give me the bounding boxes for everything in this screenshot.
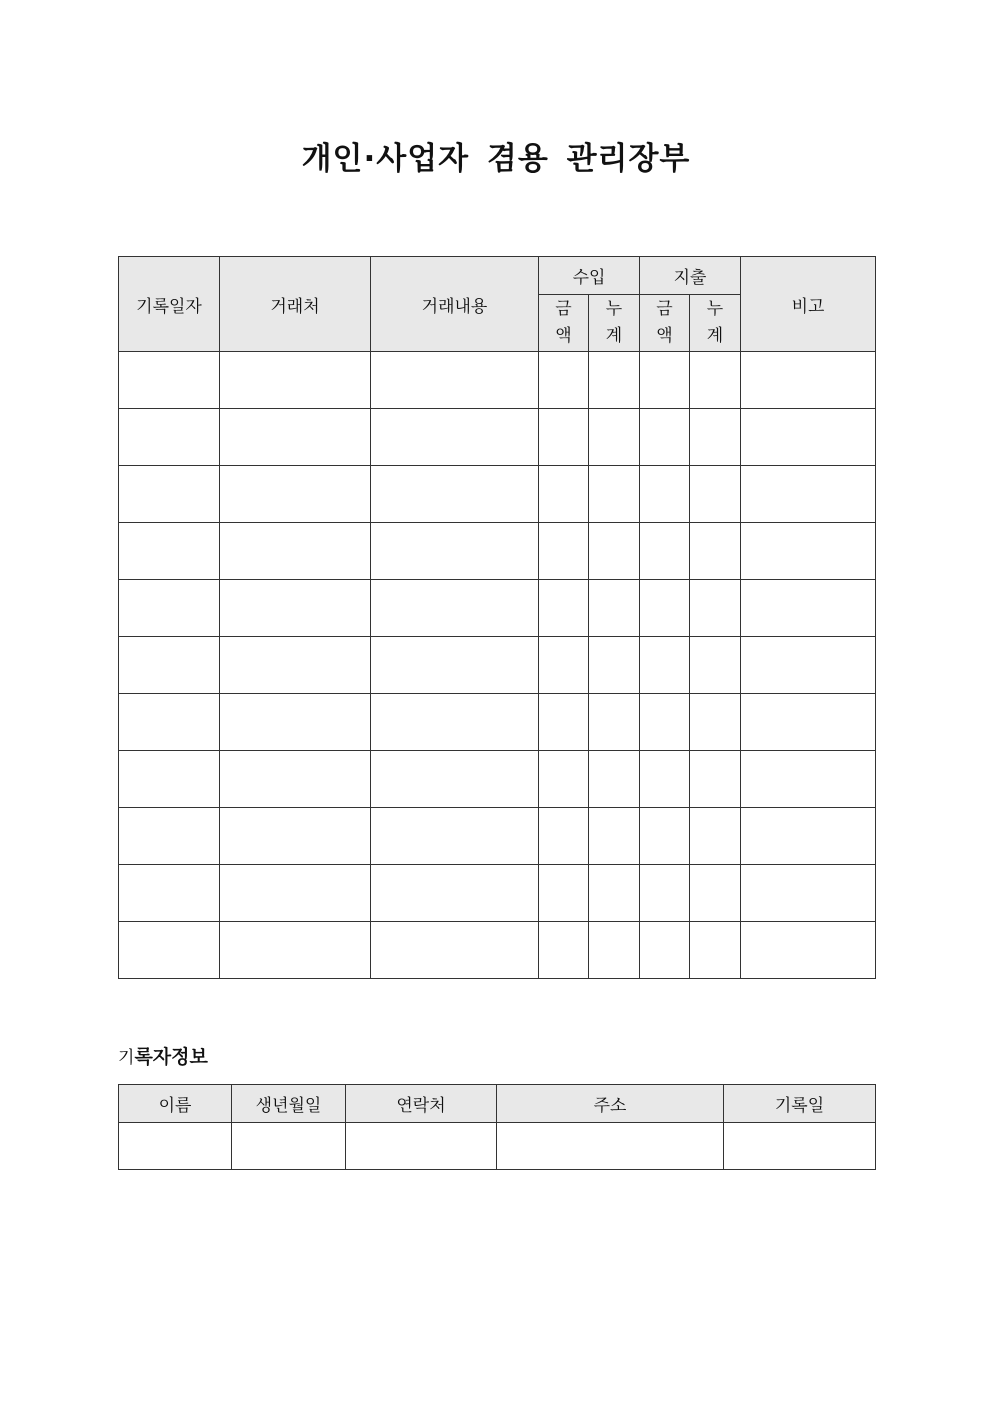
address-input-cell[interactable] — [497, 1123, 724, 1170]
ledger-cell-partner[interactable] — [220, 922, 371, 979]
header-partner: 거래처 — [220, 257, 371, 352]
ledger-row — [119, 808, 876, 865]
page-title: 개인·사업자 겸용 관리장부 — [301, 141, 691, 177]
ledger-cell-expense-cumulative[interactable] — [690, 352, 741, 409]
ledger-cell-expense-cumulative[interactable] — [690, 523, 741, 580]
ledger-row — [119, 694, 876, 751]
ledger-cell-income-cumulative[interactable] — [589, 352, 640, 409]
ledger-cell-date[interactable] — [119, 637, 220, 694]
ledger-cell-note[interactable] — [741, 580, 876, 637]
ledger-cell-note[interactable] — [741, 922, 876, 979]
ledger-cell-date[interactable] — [119, 694, 220, 751]
header-contact: 연락처 — [346, 1085, 497, 1123]
ledger-row — [119, 409, 876, 466]
ledger-cell-income-amount[interactable] — [539, 637, 589, 694]
ledger-cell-income-cumulative[interactable] — [589, 637, 640, 694]
ledger-cell-expense-amount[interactable] — [640, 922, 690, 979]
ledger-row — [119, 922, 876, 979]
ledger-cell-partner[interactable] — [220, 637, 371, 694]
ledger-cell-income-amount[interactable] — [539, 865, 589, 922]
ledger-cell-income-amount[interactable] — [539, 694, 589, 751]
ledger-cell-expense-amount[interactable] — [640, 466, 690, 523]
ledger-cell-expense-cumulative[interactable] — [690, 694, 741, 751]
ledger-cell-expense-cumulative[interactable] — [690, 808, 741, 865]
ledger-cell-income-amount[interactable] — [539, 523, 589, 580]
ledger-cell-content[interactable] — [371, 694, 539, 751]
ledger-cell-date[interactable] — [119, 922, 220, 979]
ledger-cell-income-cumulative[interactable] — [589, 466, 640, 523]
ledger-cell-income-cumulative[interactable] — [589, 409, 640, 466]
ledger-cell-income-cumulative[interactable] — [589, 694, 640, 751]
ledger-cell-income-cumulative[interactable] — [589, 865, 640, 922]
header-record-date: 기록일 — [724, 1085, 876, 1123]
birthdate-input-cell[interactable] — [232, 1123, 346, 1170]
ledger-cell-expense-amount[interactable] — [640, 409, 690, 466]
ledger-cell-date[interactable] — [119, 466, 220, 523]
ledger-cell-income-cumulative[interactable] — [589, 808, 640, 865]
ledger-cell-partner[interactable] — [220, 865, 371, 922]
ledger-cell-note[interactable] — [741, 808, 876, 865]
ledger-cell-date[interactable] — [119, 865, 220, 922]
recorder-info-table — [118, 1084, 876, 1170]
ledger-cell-expense-amount[interactable] — [640, 865, 690, 922]
header-expense-cumulative-bottom: 계 — [706, 326, 724, 346]
ledger-cell-partner[interactable] — [220, 808, 371, 865]
ledger-cell-income-amount[interactable] — [539, 409, 589, 466]
ledger-cell-note[interactable] — [741, 409, 876, 466]
ledger-cell-expense-cumulative[interactable] — [690, 466, 741, 523]
header-income-cumulative — [589, 295, 640, 352]
recorder-section-label-rest: 록자정보 — [134, 1046, 208, 1068]
ledger-cell-expense-cumulative[interactable] — [690, 865, 741, 922]
ledger-cell-income-amount[interactable] — [539, 466, 589, 523]
ledger-cell-note[interactable] — [741, 466, 876, 523]
ledger-cell-date[interactable] — [119, 808, 220, 865]
ledger-cell-note[interactable] — [741, 694, 876, 751]
ledger-cell-income-amount[interactable] — [539, 352, 589, 409]
header-income-amount-top: 금 — [555, 299, 572, 319]
ledger-row — [119, 466, 876, 523]
ledger-cell-income-cumulative[interactable] — [589, 751, 640, 808]
ledger-cell-note[interactable] — [741, 865, 876, 922]
recorder-section-label — [118, 1042, 208, 1069]
header-birthdate: 생년월일 — [232, 1085, 346, 1123]
name-input-cell[interactable] — [119, 1123, 232, 1170]
ledger-cell-income-amount[interactable] — [539, 580, 589, 637]
ledger-row — [119, 580, 876, 637]
ledger-cell-content[interactable] — [371, 409, 539, 466]
ledger-cell-date[interactable] — [119, 352, 220, 409]
ledger-cell-partner[interactable] — [220, 409, 371, 466]
ledger-cell-partner[interactable] — [220, 352, 371, 409]
ledger-cell-date[interactable] — [119, 523, 220, 580]
ledger-cell-expense-cumulative[interactable] — [690, 637, 741, 694]
header-income-cumulative-bottom: 계 — [605, 326, 623, 346]
header-content: 거래내용 — [371, 257, 539, 352]
ledger-cell-partner[interactable] — [220, 523, 371, 580]
ledger-cell-partner[interactable] — [220, 751, 371, 808]
contact-input-cell[interactable] — [346, 1123, 497, 1170]
header-income-cumulative-top: 누 — [605, 299, 623, 319]
ledger-cell-income-amount[interactable] — [539, 751, 589, 808]
ledger-row — [119, 637, 876, 694]
ledger-row — [119, 352, 876, 409]
ledger-cell-note[interactable] — [741, 352, 876, 409]
recorder-section-label-first: 기 — [118, 1048, 135, 1068]
ledger-cell-expense-amount[interactable] — [640, 808, 690, 865]
header-date: 기록일자 — [119, 257, 220, 352]
record-date-input-cell[interactable] — [724, 1123, 876, 1170]
ledger-cell-expense-amount[interactable] — [640, 523, 690, 580]
header-expense-cumulative-top: 누 — [706, 299, 724, 319]
ledger-cell-content[interactable] — [371, 523, 539, 580]
ledger-cell-content[interactable] — [371, 466, 539, 523]
ledger-cell-date[interactable] — [119, 751, 220, 808]
ledger-cell-content[interactable] — [371, 352, 539, 409]
ledger-cell-partner[interactable] — [220, 580, 371, 637]
ledger-cell-expense-cumulative[interactable] — [690, 922, 741, 979]
header-address: 주소 — [497, 1085, 724, 1123]
ledger-row — [119, 523, 876, 580]
header-expense-amount — [640, 295, 690, 352]
ledger-cell-content[interactable] — [371, 808, 539, 865]
header-income-amount — [539, 295, 589, 352]
ledger-cell-partner[interactable] — [220, 694, 371, 751]
header-expense-cumulative — [690, 295, 741, 352]
ledger-cell-income-amount[interactable] — [539, 808, 589, 865]
ledger-row — [119, 865, 876, 922]
ledger-cell-expense-cumulative[interactable] — [690, 580, 741, 637]
ledger-cell-content[interactable] — [371, 922, 539, 979]
header-income: 수입 — [539, 257, 640, 295]
header-note: 비고 — [741, 257, 876, 352]
ledger-cell-note[interactable] — [741, 523, 876, 580]
ledger-cell-date[interactable] — [119, 409, 220, 466]
header-name: 이름 — [119, 1085, 232, 1123]
ledger-cell-income-cumulative[interactable] — [589, 922, 640, 979]
header-expense: 지출 — [640, 257, 741, 295]
ledger-cell-note[interactable] — [741, 637, 876, 694]
ledger-cell-expense-amount[interactable] — [640, 751, 690, 808]
ledger-cell-income-cumulative[interactable] — [589, 523, 640, 580]
header-expense-amount-top: 금 — [656, 299, 673, 319]
ledger-cell-content[interactable] — [371, 580, 539, 637]
ledger-cell-content[interactable] — [371, 751, 539, 808]
header-expense-amount-bottom: 액 — [656, 326, 673, 346]
ledger-cell-expense-amount[interactable] — [640, 580, 690, 637]
ledger-cell-expense-amount[interactable] — [640, 352, 690, 409]
ledger-cell-expense-amount[interactable] — [640, 694, 690, 751]
header-income-amount-bottom: 액 — [555, 326, 572, 346]
ledger-row — [119, 751, 876, 808]
ledger-cell-expense-cumulative[interactable] — [690, 409, 741, 466]
ledger-cell-partner[interactable] — [220, 466, 371, 523]
ledger-cell-expense-amount[interactable] — [640, 637, 690, 694]
ledger-cell-expense-cumulative[interactable] — [690, 751, 741, 808]
ledger-cell-date[interactable] — [119, 580, 220, 637]
ledger-cell-content[interactable] — [371, 865, 539, 922]
ledger-cell-note[interactable] — [741, 751, 876, 808]
ledger-cell-content[interactable] — [371, 637, 539, 694]
ledger-cell-income-cumulative[interactable] — [589, 580, 640, 637]
ledger-table — [118, 256, 876, 979]
ledger-cell-income-amount[interactable] — [539, 922, 589, 979]
